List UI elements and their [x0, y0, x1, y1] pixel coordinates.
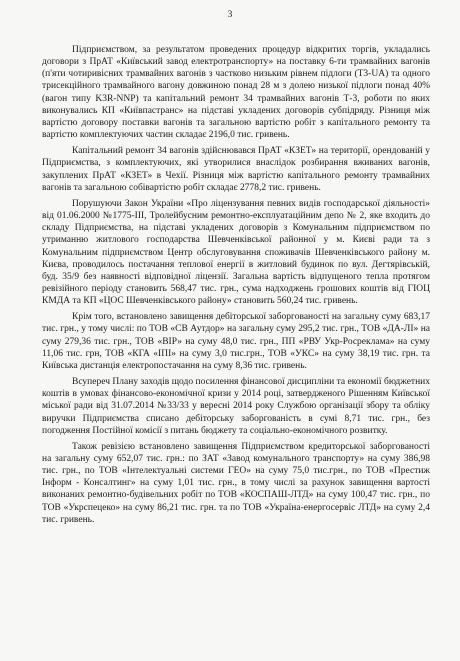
- paragraph-payables: Також ревізією встановлено завищення Підприємством кредиторської заборгованості на загальну суму 652,07 тис. грн.: по ЗАТ «Завод комунального транспорту» на суму 386,98 тис. грн., по ТОВ «Інтелектуальні системи ГЕО» на суму 75,0 тис.грн., по ТОВ «Престиж Інформ - Консалтинг» на суму 1,01 тис. грн., в тому числі за рахунок завищення вартості виконаних ремонтно-будівельних робіт по ТОВ «КОСПАШ-ЛТД» на суму 100,47 тис. грн., по ТОВ «Укрспецеко» на суму 86,21 тис. грн. та по ТОВ «Україна-енергосервіс ЛТД» на суму 2,4 тис. гривень.: [42, 441, 430, 525]
- paragraph-write-off: Всупереч Плану заходів щодо посилення фінансової дисципліни та економії бюджетних коштів в умовах фінансово-економічної кризи у 2014 році, затвердженого Рішенням Київської міської ради від 31.07.2014 №33/33 у вересні 2014 року Службою організації збору та обліку виручки Підприємства списано дебіторську заборгованість в сумі 8,71 тис. грн., без погодження Постійної комісії з питань бюджету та соціально-економічного розвитку.: [42, 377, 430, 436]
- paragraph-tram-procurement: Підприємством, за результатом проведених процедур відкритих торгів, укладались договори з ПрАТ «Київський завод електротранспорту» на поставку 6-ти трамвайних вагонів (п'яти чотиривісних трамвайних вагонів з частково низьким рівнем підлоги (T3-UA) та одного трисекційного трамвайного вагону довжиною понад 28 м з долею низької підлоги понад 40% (вагон типу K3R-NNP) та капітальний ремонт 34 трамвайних вагонів Т-3, роботи по яких виконувались КП «Київпастранс» на підставі укладених договорів субпідряду. Різниця між вартістю договору поставки вагонів та загальною вартістю робіт з капітального ремонту та вартістю комплектуючих частин складає 2196,0 тис. гривень.: [42, 45, 430, 141]
- paragraph-heat-supply: Порушуючи Закон України «Про ліцензування певних видів господарської діяльності» від 01.06.2000 №1775-III, Тролейбусним ремонтно-експлуатаційним депо № 2, яке входить до складу Підприємства, на підставі укладених договорів з Комунальним підприємством по утриманню житлового господарства Шевченківської районної у м. Києві ради та з Комунальним підприємством Центр обслуговування споживачів Шевченківського району м. Києва, проводилось постачання теплової енергії в житловий будинок по вул. Дегтярівській, буд. 35/9 без наявності відповідної ліцензії. Загальна вартість відпущеного тепла протягом ревізійного періоду становить 568,47 тис. грн., сума надходжень грошових коштів від ГІОЦ КМДА та КП «ЦОС Шевченківського району» становить 560,24 тис. гривень.: [42, 198, 430, 307]
- paragraph-capital-repair: Капітальний ремонт 34 вагонів здійснювався ПрАТ «КЗЕТ» на території, орендованій у Підприємства, з комплектуючих, які утворилися внаслідок розбирання вживаних вагонів, закуплених ПрАТ «КЗЕТ» в Чехії. Різниця між вартістю капітального ремонту трамвайних вагонів та загальною собівартістю робіт складає 2778,2 тис. гривень.: [42, 146, 430, 193]
- page-number: 3: [227, 10, 233, 20]
- document-body: [42, 44, 430, 526]
- paragraph-receivables: Крім того, встановлено завищення дебіторської заборгованості на загальну суму 683,17 тис. грн., у тому числі: по ТОВ «СВ Аутдор» на загальну суму 295,2 тис. грн., ТОВ «ДА-ЛІ» на суму 279,36 тис. грн., ТОВ «ВІР» на суму 48,0 тис. грн., ПП «РВУ Укр-Росрекламa» на суму 11,06 тис. грн, ТОВ «КГА «ІПІ» на суму 3,0 тис.грн., ТОВ «УКС» на суму 38,19 тис. грн. та Київська дистанція електропостачання на суму 8,36 тис. гривень.: [42, 312, 430, 371]
